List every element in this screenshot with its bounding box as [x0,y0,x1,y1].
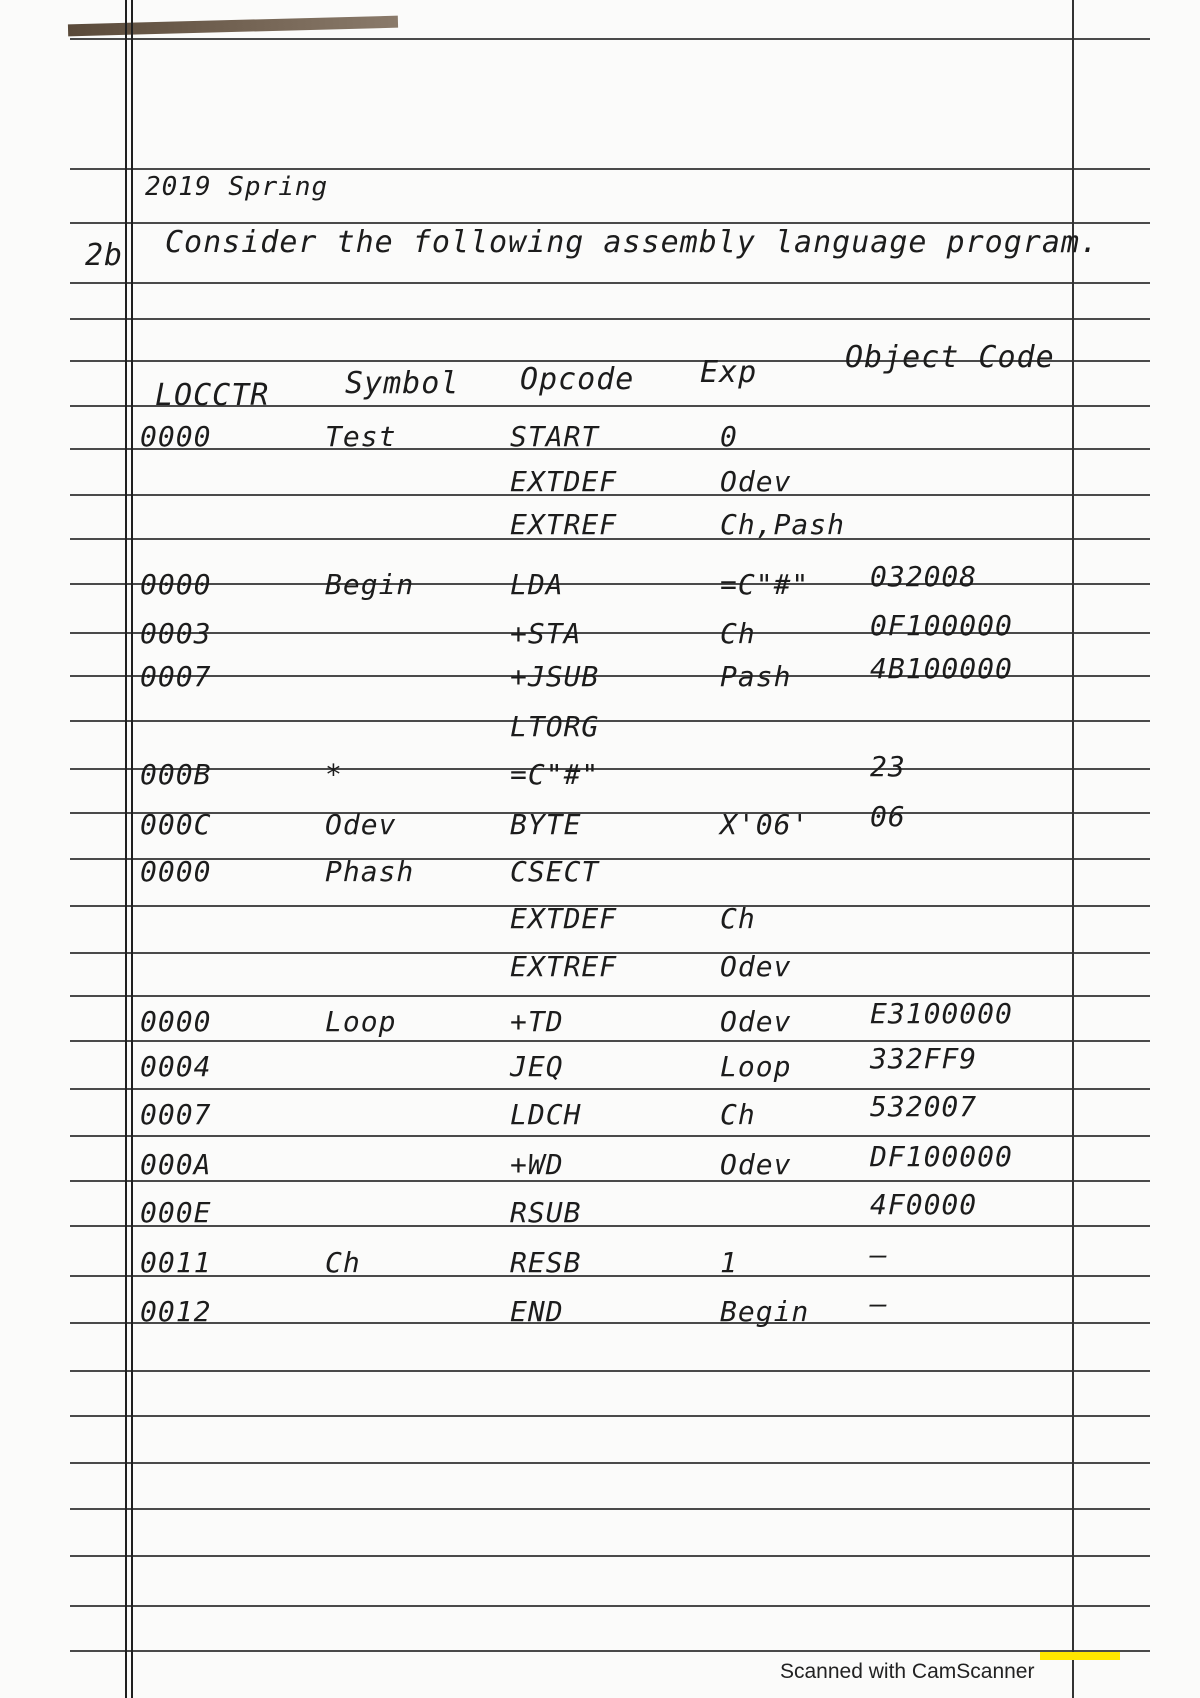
cell-opcode: EXTDEF [510,465,618,498]
page-edge-mark [68,16,398,37]
cell-obj: 06 [870,800,906,833]
cell-loc: 000A [140,1148,212,1181]
cell-loc: 0012 [140,1295,212,1328]
cell-symbol: * [325,758,343,791]
ruled-line [70,1370,1150,1372]
cell-obj: 332FF9 [870,1042,978,1075]
cell-exp: Ch,Pash [720,508,846,541]
ruled-line [70,168,1150,170]
ruled-line [70,222,1150,224]
cell-symbol: Loop [325,1005,397,1038]
cell-loc: 0000 [140,420,212,453]
cell-obj: 0F100000 [870,609,1013,642]
cell-exp: X'06' [720,808,810,841]
cell-exp: Loop [720,1050,792,1083]
cell-symbol: Odev [325,808,397,841]
cell-opcode: LTORG [510,710,600,743]
cell-opcode: LDCH [510,1098,582,1131]
cell-exp: Odev [720,465,792,498]
cell-loc: 0000 [140,1005,212,1038]
cell-loc: 0011 [140,1246,212,1279]
cell-exp: 1 [720,1246,738,1279]
cell-exp: Begin [720,1295,810,1328]
ruled-line [70,1135,1150,1137]
cell-opcode: JEQ [510,1050,564,1083]
column-header-exp: Exp [700,355,758,390]
cell-symbol: Ch [325,1246,361,1279]
question-prompt: Consider the following assembly language program. [165,225,1100,260]
cell-obj: DF100000 [870,1140,1013,1173]
column-header-locctr: LOCCTR [155,378,270,413]
cell-opcode: RESB [510,1246,582,1279]
ruled-line [70,1225,1150,1227]
ruled-line [70,1180,1150,1182]
cell-opcode: EXTDEF [510,902,618,935]
ruled-line [70,1462,1150,1464]
column-header-opcode: Opcode [520,362,635,397]
ruled-line [70,1088,1150,1090]
cell-loc: 000B [140,758,212,791]
cell-opcode: +JSUB [510,660,600,693]
cell-exp: =C"#" [720,568,810,601]
ruled-line [70,1322,1150,1324]
ruled-line [70,38,1150,40]
cell-opcode: LDA [510,568,564,601]
cell-exp: Odev [720,950,792,983]
ruled-line [70,1415,1150,1417]
cell-exp: Ch [720,1098,756,1131]
ruled-line [70,1040,1150,1042]
ruled-line [70,1650,1150,1652]
cell-obj: 532007 [870,1090,978,1123]
margin-line [131,0,133,1698]
ruled-line [70,583,1150,585]
ruled-line [70,1275,1150,1277]
ruled-line [70,1555,1150,1557]
cell-symbol: Phash [325,855,415,888]
scanner-watermark: Scanned with CamScanner [780,1660,1035,1683]
cell-exp: Ch [720,902,756,935]
ruled-line [70,768,1150,770]
cell-obj: 4F0000 [870,1188,978,1221]
cell-exp: Pash [720,660,792,693]
cell-symbol: Test [325,420,397,453]
column-header-symbol: Symbol [345,366,460,401]
scanner-accent [1040,1652,1120,1660]
cell-opcode: +STA [510,617,582,650]
column-header-object-code: Object Code [845,340,1055,375]
ruled-line [70,1508,1150,1510]
cell-opcode: EXTREF [510,508,618,541]
cell-loc: 000C [140,808,212,841]
cell-opcode: +WD [510,1148,564,1181]
ruled-line [70,282,1150,284]
cell-opcode: EXTREF [510,950,618,983]
cell-opcode: BYTE [510,808,582,841]
cell-obj: 23 [870,750,906,783]
cell-obj: — [870,1238,888,1271]
ruled-line [70,448,1150,450]
margin-line [125,0,127,1698]
cell-loc: 0007 [140,1098,212,1131]
cell-exp: 0 [720,420,738,453]
cell-loc: 0007 [140,660,212,693]
cell-loc: 0000 [140,568,212,601]
cell-loc: 0004 [140,1050,212,1083]
ruled-line [70,812,1150,814]
cell-exp: Odev [720,1148,792,1181]
cell-loc: 0003 [140,617,212,650]
ruled-line [70,720,1150,722]
cell-opcode: END [510,1295,564,1328]
cell-obj: 032008 [870,560,978,593]
cell-opcode: CSECT [510,855,600,888]
cell-exp: Odev [720,1005,792,1038]
ruled-line [70,1605,1150,1607]
cell-obj: — [870,1287,888,1320]
cell-symbol: Begin [325,568,415,601]
ruled-line [70,318,1150,320]
cell-exp: Ch [720,617,756,650]
ruled-line [70,858,1150,860]
cell-opcode: +TD [510,1005,564,1038]
cell-opcode: START [510,420,600,453]
cell-loc: 0000 [140,855,212,888]
cell-loc: 000E [140,1196,212,1229]
question-number: 2b [85,238,124,273]
semester-label: 2019 Spring [145,172,329,202]
cell-opcode: RSUB [510,1196,582,1229]
cell-obj: E3100000 [870,997,1013,1030]
cell-obj: 4B100000 [870,652,1013,685]
cell-opcode: =C"#" [510,758,600,791]
